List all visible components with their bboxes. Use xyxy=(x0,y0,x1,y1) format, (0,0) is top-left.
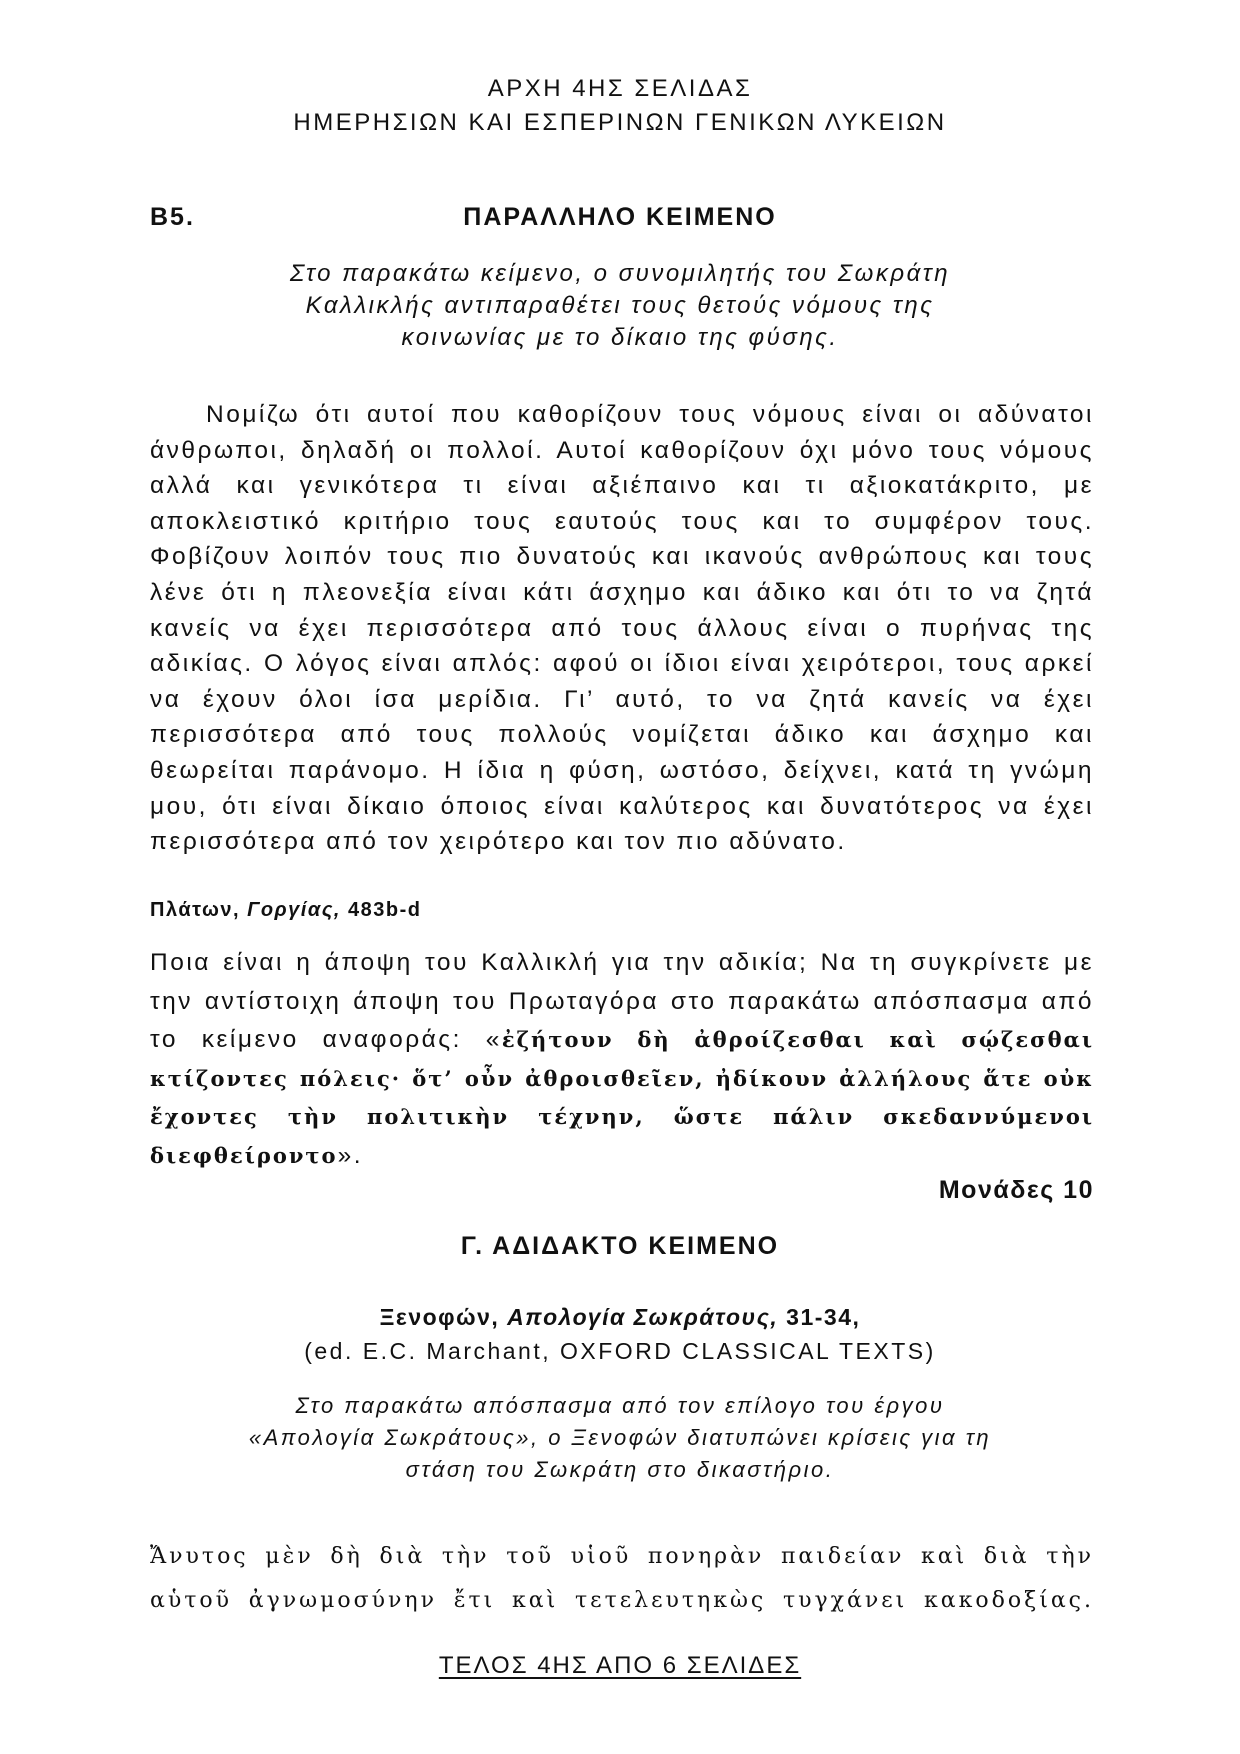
intro-line: Στο παρακάτω απόσπασμα από τον επίλογο του έργου xyxy=(295,1393,945,1418)
parallel-text xyxy=(150,397,1094,860)
intro-line: στάση του Σωκράτη στο δικαστήριο. xyxy=(405,1457,835,1482)
source-author: Πλάτων, xyxy=(150,899,241,921)
question-text xyxy=(150,944,1094,1175)
footer-label: ΤΕΛΟΣ 4ΗΣ ΑΠΟ 6 ΣΕΛΙΔΕΣ xyxy=(438,1652,802,1679)
source-work: Γοργίας, xyxy=(247,899,341,921)
text-source xyxy=(150,899,421,922)
intro-line: κοινωνίας με το δίκαιο της φύσης. xyxy=(401,324,839,351)
ancient-greek-text: Ἄνυτος μὲν δὴ διὰ τὴν τοῦ υἱοῦ πονηρὰν παιδείαν καὶ διὰ τὴν αὑτοῦ ἀγνωμοσύνην ἔτι καὶ τετελευτηκὼς τυγχάνει κακοδοξίας. xyxy=(150,1544,1094,1613)
intro-line: Στο παρακάτω κείμενο, ο συνομιλητής του Σωκράτη xyxy=(289,260,951,287)
reference-author: Ξενοφών, xyxy=(379,1304,500,1330)
marks-label: Μονάδες 10 xyxy=(938,1176,1094,1204)
reference-work: Απολογία Σωκράτους, xyxy=(507,1304,779,1330)
question-prefix: Ποια είναι η άποψη του Καλλικλή για την αδικία; Να τη συγκρίνετε με την αντίστοιχη άποψη του Πρωταγόρα στο παρακάτω απόσπασμα από το κείμενο αναφοράς: « xyxy=(150,949,1094,1053)
page-header xyxy=(0,72,1240,140)
parallel-text-paragraph: Νομίζω ότι αυτοί που καθορίζουν τους νόμους είναι οι αδύνατοι άνθρωποι, δηλαδή οι πολλοί. Αυτοί καθορίζουν όχι μόνο τους νόμους αλλά και γενικότερα τι είναι αξιέπαινο και τι αξιοκατάκριτο, με αποκλειστικό κριτήριο τους εαυτούς τους και το συμφέρον τους. Φοβίζουν λοιπόν τους πιο δυνατούς και ικανούς ανθρώπους και τους λένε ότι η πλεονεξία είναι κάτι άσχημο και άδικο και ότι το να ζητά κανείς να έχει περισσότερα από τους άλλους είναι ο πυρήνας της αδικίας. Ο λόγος είναι απλός: αφού οι ίδιοι είναι χειρότεροι, τους αρκεί να έχουν όλοι ίσα μερίδια. Γι’ αυτό, το να ζητά κανείς να έχει περισσότερα από τους πολλούς νομίζεται άδικο και άσχημο και θεωρείται παράνομο. Η ίδια η φύση, ωστόσο, δείχνει, κατά τη γνώμη μου, ότι είναι δίκαιο όποιος είναι καλύτερος και δυνατότερος να έχει περισσότερα από τον χειρότερο και τον πιο αδύνατο. xyxy=(150,401,1094,856)
section-number: Β5. xyxy=(150,203,195,231)
section-g-intro xyxy=(180,1390,1060,1486)
edition-line: (ed. E.C. Marchant, OXFORD CLASSICAL TEXTS) xyxy=(304,1338,936,1364)
section-g-title: Γ. ΑΔΙΔΑΚΤΟ ΚΕΙΜΕΝΟ xyxy=(460,1232,780,1260)
intro-line: Καλλικλής αντιπαραθέτει τους θετούς νόμους της xyxy=(305,292,935,319)
reference-line xyxy=(0,1300,1240,1334)
section-intro xyxy=(180,258,1060,354)
intro-line: «Απολογία Σωκράτους», ο Ξενοφών διατυπώνει κρίσεις για τη xyxy=(248,1425,992,1450)
header-line-2: ΗΜΕΡΗΣΙΩΝ ΚΑΙ ΕΣΠΕΡΙΝΩΝ ΓΕΝΙΚΩΝ ΛΥΚΕΙΩΝ xyxy=(293,109,947,136)
source-reference: 483b-d xyxy=(348,899,422,921)
unseen-text-reference xyxy=(0,1300,1240,1368)
header-line-1: ΑΡΧΗ 4ΗΣ ΣΕΛΙΔΑΣ xyxy=(487,75,753,102)
page-footer xyxy=(0,1652,1240,1680)
reference-lines: 31-34, xyxy=(786,1304,861,1330)
section-title: ΠΑΡΑΛΛΗΛΟ ΚΕΙΜΕΝΟ xyxy=(463,203,777,231)
question-suffix: ». xyxy=(337,1141,363,1169)
question-quote: ἐζήτουν δὴ ἀθροίζεσθαι καὶ σῴζεσθαι κτίζοντες πόλεις· ὅτ’ οὖν ἀθροισθεῖεν, ἠδίκουν ἀλλήλους ἅτε οὐκ ἔχοντες τὴν πολιτικὴν τέχνην, ὥστε πάλιν σκεδαννύμενοι διεφθείροντο xyxy=(150,1027,1094,1168)
